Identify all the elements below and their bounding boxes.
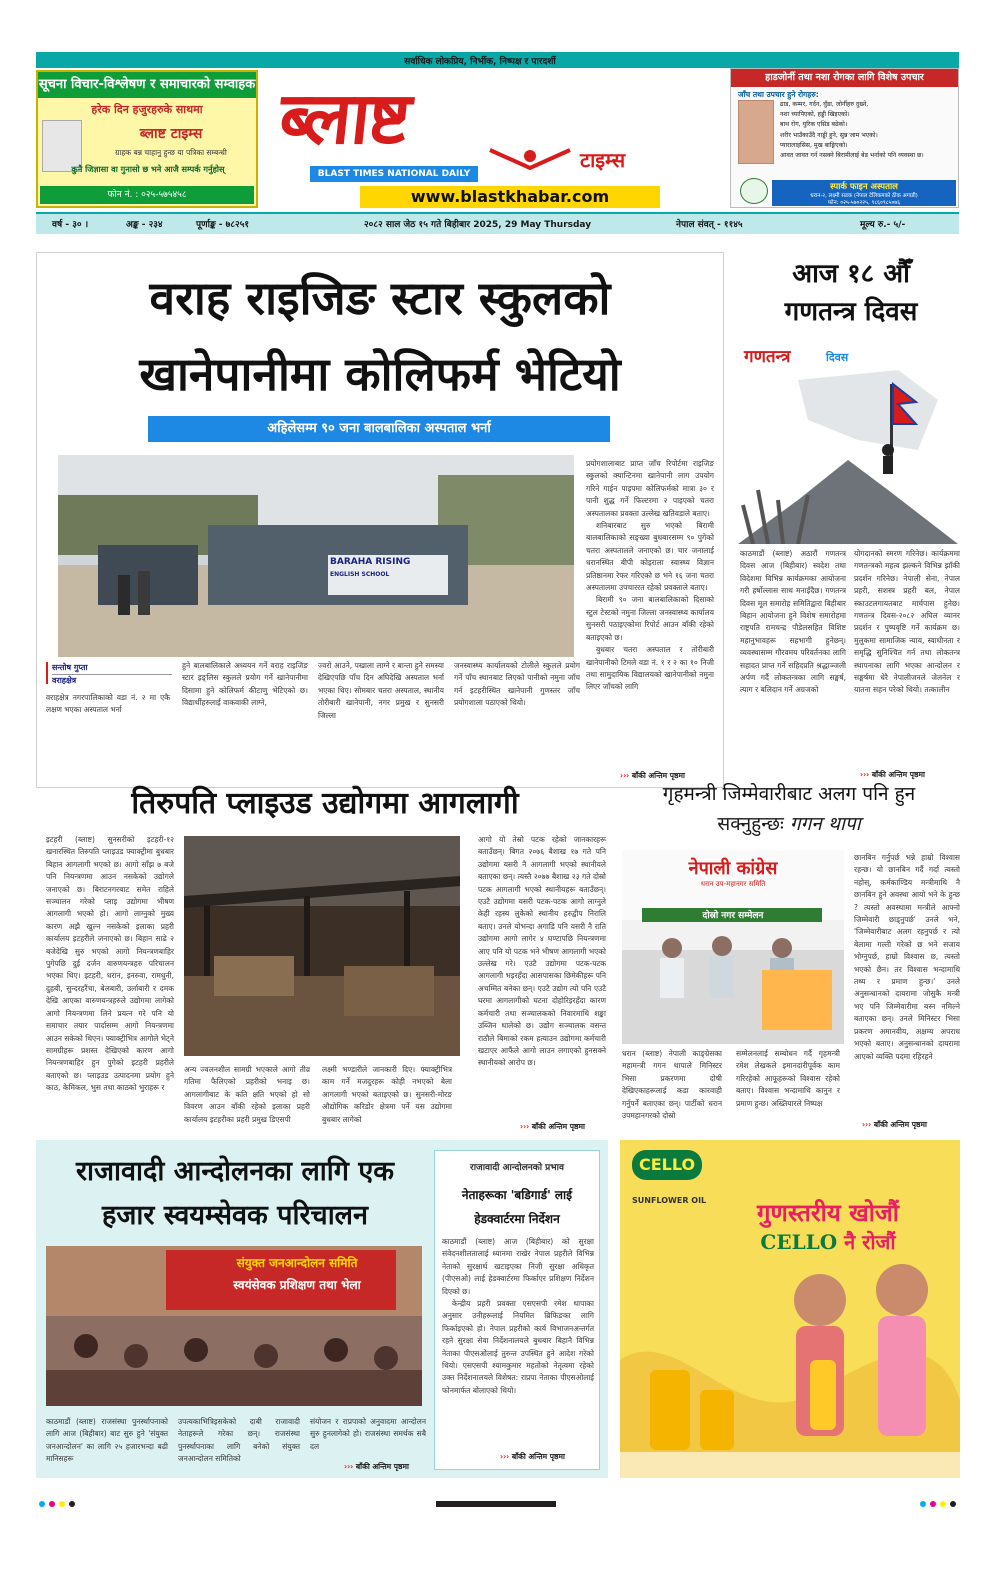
arrow-icon: ›››: [500, 1452, 512, 1461]
arrow-icon: ›››: [520, 1122, 532, 1131]
royalist-headline-line2: हजार स्वयम्सेवक परिचालन: [102, 1200, 368, 1231]
masthead-subtitle: टाइम्स: [580, 148, 626, 172]
registration-marks: [36, 1494, 959, 1504]
bodyguard-headline-line2: हेडक्वार्टरमा निर्देशन: [474, 1212, 560, 1226]
bodyguard-continued[interactable]: [500, 1452, 565, 1462]
fire-col-1: इटहरी (ब्लाष्ट) सुनसरीको इटहरी-१२ खनारस्थित तिरुपति प्लाइउड फ्याक्ट्रीमा बुधबार बिहान आगलागी भएको छ। आगो साँझ ७ बजे पनि नियन्त्रणमा आउन नसकेको उद्योगले जनाएको छ। बिराटनगरबाट समेत राहिले सञ्चालन गरेको प्लाइ उद्योगमा भीषण आगलागी भएको हो। आगो लाग्नुको मुख्य कारण अझै खुल्न नसकेको इलाका प्रहरी कार्यालय इटहरीले जनाएको छ। बिहान साढे २ बजेदेखि सुरु भएको आगो नियन्त्रणबाहिर पुगेपछि दुई दर्जन वारुणयन्त्रहरु परिचालन भएका थिए। इटहरी, धरान, इनरुवा, रामधुनी, दुहबी, सुन्दरहरैंचा, बेलबारी, उर्लाबारी र दमक देखि आएका वारुणयन्त्रहरुले उद्योगमा लागेको आगो नियन्त्रणमा लिने प्रयत्न गरे पनि यो समाचार तयार पार्दासम्म आगो नियन्त्रणमा आउन सकेको थिएन। फ्याक्ट्रीभित्र आगोले भेट्ने सामग्रीहरू प्रशस्त देखिएको कारण आगो नियन्त्रणबाहिर हुन पुगेको इटहरी प्रहरीले बताएको छ। प्लाइउड उत्पादनमा प्रयोग हुने काठ, केमिकल, भुस तथा काठको भुराहरू र: [46, 835, 174, 1093]
fire-headline: तिरुपति प्लाइउड उद्योगमा आगलागी: [131, 786, 519, 821]
headline-text: सक्नुहुन्छः: [717, 813, 784, 835]
lead-photo: [58, 455, 574, 657]
lead-col-1: वराहक्षेत्र नगरपालिकाको वडा नं. २ मा एकै लक्षण भएका अस्पताल भर्ना: [46, 693, 170, 715]
issue-nepal-samvat: नेपाल संवत् - ११४५: [676, 220, 743, 230]
hospital-ad-subheading: जाँच तथा उपचार हुने रोगहरु:: [738, 90, 819, 99]
continued-label: बाँकी अन्तिम पृष्ठमा: [873, 1120, 927, 1129]
fire-col-4: आगो यो तेस्रो पटक रहेको जानकारहरू बताउँछन्। बिगत २०७६ बैशाख १७ गते पनि उद्योगमा यसरी नै आगलागी भएको स्थानीयले बताएका छन्। त्यस्तै २०७७ बैशाख २३ गते दोस्रो पटक आगलागी भएको स्थानीयहरू बताउँछन्। एउटै उद्योगमा यसरी पटक-पटक आगो लाग्नुले केही रहस्य लुकेको स्थानीय हरुद्वीप निरालि बताए। उनले योभन्दा अगाडि पनि यसरी नै राति उद्योगमा आगो लागेर ४ घण्टापछि नियन्त्रणमा आए पनि यो पटक भने भीषण आगलागी भएको उल्लेख गरे। एउटै उद्योगमा पटक-पटक आगलागी भइरहँदा आसपासका छिमेकीहरू पनि अचम्मित बनेका छन्। एउटै उद्योग त्यो पनि एउटै घरमा आगलागीको घटना दोहोरिइरहँदा कारण कर्मचारी तथा सञ्चालकको निवारमाथि शङ्का उब्जिन थालेको छ। उद्योग सञ्चालक वसन्त राठौले बिमाको रकम हत्याउन उद्योगमा कर्मचारी खटाएर आफैंले आगो लाउन लगाएको हुनसक्ने स्थानीयको आरोप छ।: [478, 835, 606, 1068]
arrow-icon: ›››: [344, 1462, 356, 1471]
continued-label: बाँकी अन्तिम पृष्ठमा: [631, 771, 685, 780]
republic-headline-line1: आज १८ औँ: [792, 259, 910, 289]
masthead-website[interactable]: www.blastkhabar.com: [360, 186, 660, 208]
lead-byline-place: वराहक्षेत्र: [52, 674, 172, 686]
cello-tagline-rest: नै रोजौं: [844, 1230, 896, 1254]
continued-label: बाँकी अन्तिम पृष्ठमा: [355, 1462, 409, 1471]
arrow-icon: ›››: [620, 771, 632, 780]
masthead-tagline: सर्वाधिक लोकप्रिय, निर्भीक, निष्पक्ष र पारदर्शी: [404, 57, 556, 67]
royalist-headline-line1: राजावादी आन्दोलनका लागि एक: [75, 1156, 395, 1187]
lead-headline-line1: वराह राइजिङ स्टार स्कुलको: [149, 271, 611, 325]
subscription-line3: कुनै जिज्ञासा वा गुनासो छ भने आजै सम्पर्क गर्नुहोस्: [71, 164, 225, 174]
hospital-logo: [740, 178, 768, 204]
fire-col-2: अन्य ज्वलनशील सामग्री भएकाले आगो तीव्र गतिमा फैलिएको प्रहरीको भनाइ छ। आगलागीबाट के कति क्षति भएको हो सो विवरण आउन बाँकी रहेको इलाका प्रहरी कार्यालय इटहरीका प्रहरी प्रमुख डिएसपी: [184, 1065, 310, 1124]
subscription-phone: फोन नं. : ०२५-५७५४५८: [40, 186, 254, 204]
issue-total: पूर्णाङ्क - ७८२५१: [196, 220, 250, 230]
bodyguard-body: [442, 1236, 594, 1397]
quoted-person: गगन थापा: [789, 813, 861, 835]
lead-byline-name: सन्तोष गुप्ता: [52, 663, 88, 672]
issue-price: मूल्य रु.- ५/-: [860, 220, 906, 230]
hospital-ad-items: [780, 100, 956, 161]
royalist-col-3: संयोजन र राप्रपाको अनुवादमा आन्दोलन सुरु हुनलागेको हो। राजसंस्था समर्थक सबै दल: [310, 1417, 426, 1451]
royalist-photo-sub: स्वयंसेवक प्रशिक्षण तथा भेला: [233, 1278, 361, 1292]
republic-continued[interactable]: [860, 770, 925, 780]
continued-label: बाँकी अन्तिम पृष्ठमा: [871, 770, 925, 779]
paragraph: बुधबार चतरा अस्पताल र तोरीबारी खानेपानीको टिमले वडा नं. १ र २ का १० निजी तथा सामुदायिक विद्यालयको खानेपानीको नमुना लिएर जाँचको लागि: [586, 645, 714, 692]
hospital-address: धरान-२, लक्ष्मी सडक (नेपाल टेलिकमको ठीक अगाडी): [810, 193, 918, 199]
fire-col-3: लक्ष्मी भण्डारीले जानकारी दिए। फ्याक्ट्रीभित्र काम गर्ने मजदुरहरू कोही नभएको बेला आगलागी भएको बताइएको छ। सुनसरी-मोरङ औद्योगिक करिडोर क्षेत्रमा पर्ने यस उद्योगमा बुधबार लागेको: [322, 1065, 452, 1124]
paragraph: केन्द्रीय प्रहरी प्रवक्ता एसएसपी रमेश थापाका अनुसार उनीहरूलाई नियमित ब्रिफिङका लागि फिर्काइएको हो। नेपाल प्रहरीको कार्य विभाजनअन्तर्गत रहने सुरक्षा सेवा निर्देशनालयले बुधबार बिहानै विभिन्न नेताका पीएसओलाई तुरुन्त उपस्थित हुने आदेश गरेको थियो। एसएसपी श्यामकुमार महतोको नेतृत्वमा रहेको उक्त निर्देशनालयले विशेषत: राप्रपा नेताका पीएसओलाई फोनमार्फत बोलाएको थियो।: [442, 1299, 594, 1395]
republic-banner-small: दिवस: [826, 351, 849, 364]
paragraph: प्रयोगशालाबाट प्राप्त जाँच रिपोर्टमा राइजिङ स्कुलको क्यान्टिनमा खानेपानी लाग उपयोग गरिने गाईन पाइपमा कोलिफर्मको मात्रा ३० र पानी शुद्ध गर्ने फिल्टरमा २ पाइएको चतरा अस्पतालका प्रवक्ता उल्लेख खतिवडाले बताए।: [586, 459, 714, 518]
lead-col-4: जनस्वास्थ्य कार्यालयको टोलीले स्कुलले प्रयोग गर्ने पाँच स्थानबाट लिएको पानीको नमुना जाँच गर्न इटहरीस्थित खानेपानी गुणस्तर जाँच प्रयोगशाला पठाएको थियो।: [454, 661, 580, 708]
minister-col-1: धरान (ब्लाष्ट) नेपाली काङ्ग्रेसका महामन्त्री गगन थापाले मिनिस्टर भिसा प्रकरणमा दोषी देखिएकाहरूलाई कडा कारवाही गर्नुपर्ने बताएका छन्। पार्टीको धरान उपमहानगरको दोस्रो: [622, 1049, 722, 1121]
paragraph: बिरामी ९० जना बालबालिकाको दिसाको स्टुल टेस्टको नमुना जिल्ला जनस्वास्थ्य कार्यालय सुनसरी पठाइएकोमा रिपोर्ट आउन बाँकी रहेको बताइएको छ।: [586, 595, 714, 642]
issue-year: वर्ष - ३० ।: [52, 220, 89, 230]
fire-photo: [184, 836, 460, 1056]
subscription-heading: सूचना विचार-विश्लेषण र समाचारको सम्वाहक: [38, 72, 256, 98]
continued-label: बाँकी अन्तिम पृष्ठमा: [511, 1452, 565, 1461]
masthead-emblem: [480, 148, 580, 170]
hospital-ad-photo: [738, 100, 774, 164]
lead-subhead: अहिलेसम्म ९० जना बालबालिका अस्पताल भर्ना: [148, 416, 610, 442]
list-item: आवत जावत गर्न नसक्ने बिरामीलाई बेड भर्नाको पनि व्यवस्था छ।: [780, 152, 924, 160]
list-item: नशा च्यापिएको, हड्डी खिइएको।: [780, 111, 850, 119]
list-item: प्यारालाइसिस, मुख बाङ्गिएको।: [780, 141, 848, 149]
hospital-name: स्पार्क फाइन अस्पताल: [830, 182, 898, 192]
minister-photo-sub: धरान उप-महानगर समिति: [700, 880, 766, 888]
subscription-brand: ब्लाष्ट टाइम्स: [139, 126, 203, 142]
minister-headline-line1b: गृहमन्त्री जिम्मेवारीबाट अलग पनि हुन: [662, 783, 916, 805]
masthead-title: ब्लाष्ट: [275, 75, 414, 160]
minister-col-2: सम्मेलनलाई सम्बोधन गर्दै गृहमन्त्री रमेश लेखकले इमानदारीपूर्वक काम गरिरहेको आफूहरूको विश्वास रहेको बताए। विश्वास भन्दामाथि कानुन र प्रमाण हुन्छ। अख्तियारले निष्पक्ष: [736, 1049, 840, 1108]
lead-photo-sign-1: BARAHA RISING: [330, 557, 411, 567]
arrow-icon: ›››: [860, 770, 872, 779]
list-item: शरीर भाउँकाउँदै नाड्डी हुने, सुन्न जाम भएको।: [780, 131, 878, 139]
republic-col-2: योगदानको स्मरण गरिनेछ। कार्यक्रममा गणतन्त्रको महत्व झल्कने विभिन्न झाँकी प्रदर्शन गरिनेछ। नेपाली सेना, नेपाल प्रहरी, सशस्त्र प्रहरी बल, नेपाल स्काउटलगायतबाट मार्चपास हुनेछ। गणतन्त्र दिवस-२०८२ अघिल व्यानर प्रदर्शन र पुष्पवृष्टि गर्ने कार्यक्रम छ। मुलुकमा सामाजिक न्याय, स्वाधीनता र समृद्धि सुनिश्चित गर्न तथा लोकतन्त्र स्थापनाका लागि भएका आन्दोलन र सङ्घर्षमा धेरै नेपालीजनले जेलनेल र यातना सहन परेको थियो। तत्कालीन: [854, 549, 960, 695]
list-item: ढाड, कम्मर, गर्दन, घुँडा, जोर्नीहरु दुख्ने,: [780, 101, 869, 108]
subscription-line2: ग्राहक बन्न चाहानु हुन्छ या पत्रिका सम्बन्धी: [115, 148, 227, 157]
byline-marker: [46, 662, 48, 684]
lead-headline-line2: खानेपानीमा कोलिफर्म भेटियो: [139, 347, 621, 401]
royalist-continued[interactable]: [344, 1462, 409, 1472]
issue-date: २०८२ साल जेठ १५ गते बिहीबार 2025, 29 May Thursday: [364, 220, 592, 230]
bodyguard-headline-line1: नेताहरूका 'बडिगार्ड' लाई: [461, 1188, 573, 1202]
bodyguard-kicker: राजावादी आन्दोलनको प्रभाव: [470, 1163, 564, 1173]
minister-col-3: छानबिन गर्नुपर्छ भन्ने हाम्रो विश्वास रहन्छ। यो छानबिन गर्दै गर्दा त्यस्तो नहोस्, कर्मकाण्डिय मन्त्रीमाथि नै छानबिन हुने अवस्था आयो भने के हुन्छ ? त्यस्तो अवस्थामा मन्त्रीले आफ्नो जिम्मेवारी छाड्नुपर्छ' उनले भने, 'जिम्मेवारीबाट अलग रहनुपर्छ र त्यो बेलामा गल्ती गरेको छ भने सजाय भोग्नुपर्छ, हाम्रो विश्वास छ, त्यस्तो भएको छैन। तर विश्वास भन्दामाथि तथ्य र प्रमाण हुन्छ।' उनले अनुसन्धानको दायरामा जोसुकै मन्त्री भए पनि जिम्मेवारीमा बस्न नमिल्ने बताएका छन्। उनले मिनिस्टर भिसा प्रकरण अमानवीय, अक्षम्य अपराध भएको बताए। अनुसन्धानको दायरामा आएको व्यक्ति पदमा रहिरहने: [854, 853, 960, 1061]
issue-number: अङ्क - २३४: [126, 220, 163, 230]
subscription-line1: हरेक दिन हजुरहरुके साथमा: [91, 103, 203, 116]
fire-continued[interactable]: [520, 1122, 585, 1132]
minister-continued[interactable]: [862, 1120, 927, 1130]
royalist-col-2: उपत्यकाभित्रिइसकेको दाबी राजावादी नेताहरूले गरेका छन्। राजसंस्था पुनर्स्थापनाका लागि बनेको संयुक्त जनआन्दोलन समितिको: [178, 1417, 300, 1464]
continued-label: बाँकी अन्तिम पृष्ठमा: [531, 1122, 585, 1131]
lead-col-2: हुने बालबालिकाले अध्ययन गर्ने वराह राइजिङ स्टार इङ्लिस स्कुलले प्रयोग गर्ने खानेपानीमा दिसामा हुने कोलिफर्म कीटाणु भेटिएको छ। विद्यार्थीहरुलाई वाकवाकी लाग्ने,: [182, 661, 308, 708]
lead-col-3: ज्वरो आउने, पखाला लाग्ने र बान्ता हुने समस्या देखिएपछि पाँच दिन अघिदेखि अस्पताल भर्ना भएका थिए। सोमबार चतरा अस्पताल, स्थानीय तोरीबारी खानेपानी, नगर प्रमुख र सुनसरी जिल्ला: [318, 661, 444, 720]
lead-right-col: [586, 458, 714, 694]
minister-headline-line2: [616, 810, 962, 838]
republic-col-1: काठमाडौं (ब्लाष्ट) अठारौं गणतन्त्र दिवस आज (बिहीबार) स्वदेश तथा विदेशमा विभिन्न कार्यक्रमका आयोजना गरी हर्षोल्लास साथ मनाइँदैछ। गणतन्त्र दिवस मूल समारोह समितिद्वारा बिहीबार बिहान आयोजना हुने विशेष समारोहमा राष्ट्रपति रामचन्द्र पौडेलसहित विशिष्ट महानुभावहरू सहभागी हुनेछन्। व्यवस्थासम्म गौरवमय परिवर्तनका लागि सहादत प्राप्त गर्ने सहिदप्रति श्रद्धाञ्जली अर्पण गर्दै लोकतन्त्रका लागि सङ्घर्ष, त्याग र बलिदान गर्ने अग्रजको: [740, 549, 846, 695]
cello-product: SUNFLOWER OIL: [632, 1196, 707, 1205]
cello-ad: [620, 1140, 960, 1478]
republic-day-graphic: [738, 340, 958, 544]
minister-photo-event: दोस्रो नगर सम्मेलन: [702, 911, 764, 921]
republic-headline-line2: गणतन्त्र दिवस: [784, 297, 918, 327]
hospital-contact: फोन: ०२५-५७०२२५, ९८६०९८५०७६: [827, 200, 901, 206]
minister-photo-banner: नेपाली कांग्रेस: [688, 858, 778, 879]
cello-logo: CELLO: [632, 1150, 702, 1180]
royalist-col-1: काठमाडौं (ब्लाष्ट) राजसंस्था पुनर्स्थापनाको लागि आज (बिहीबार) बाट सुरु हुने 'संयुक्त जनआन्दोलन' का लागि २५ हजारभन्दा बढी मानिसहरू: [46, 1417, 168, 1464]
arrow-icon: ›››: [862, 1120, 874, 1129]
cello-tagline: गुणस्तरीय खोजौं: [756, 1199, 900, 1227]
cello-brand-text: CELLO: [760, 1230, 838, 1254]
paragraph: शनिबारबाट सुरु भएको बिरामी बालबालिकाको सङ्ख्या बुधबारसम्म ९० पुगेको चतरा अस्पतालले जनाएको छ। चार जनालाई धरानस्थित बीपी कोइराला स्वास्थ्य विज्ञान प्रतिष्ठानमा रेफर गरिएको छ भने १६ जना चतरा अस्पतालमा उपचाररत रहेको प्रवक्ताले बताए।: [586, 521, 714, 593]
paragraph: काठमाडौं (ब्लाष्ट) आज (बिहीबार) को सुरक्षा संवेदनशीलतालाई ध्यानमा राखेर नेपाल प्रहरीले विभिन्न नेताको सुरक्षार्थ खटाइएका निजी सुरक्षा अधिकृत (पीएसओ) लाई हेडक्वार्टरमा फिर्काएर प्रशिक्षण निर्देशन दिएको छ।: [442, 1237, 594, 1296]
lead-photo-sign-2: ENGLISH SCHOOL: [330, 571, 390, 578]
masthead-english-name: BLAST TIMES NATIONAL DAILY: [310, 166, 478, 182]
republic-banner-text: गणतन्त्र: [744, 347, 791, 367]
list-item: बाथ रोग, युरिक एसिड बढेको।: [780, 121, 848, 129]
hospital-ad-heading: हाडजोर्नी तथा नशा रोगका लागि विशेष उपचार: [731, 69, 958, 87]
royalist-photo-banner: संयुक्त जनआन्दोलन समिति: [236, 1256, 358, 1270]
cello-tagline-2: [700, 1228, 956, 1255]
